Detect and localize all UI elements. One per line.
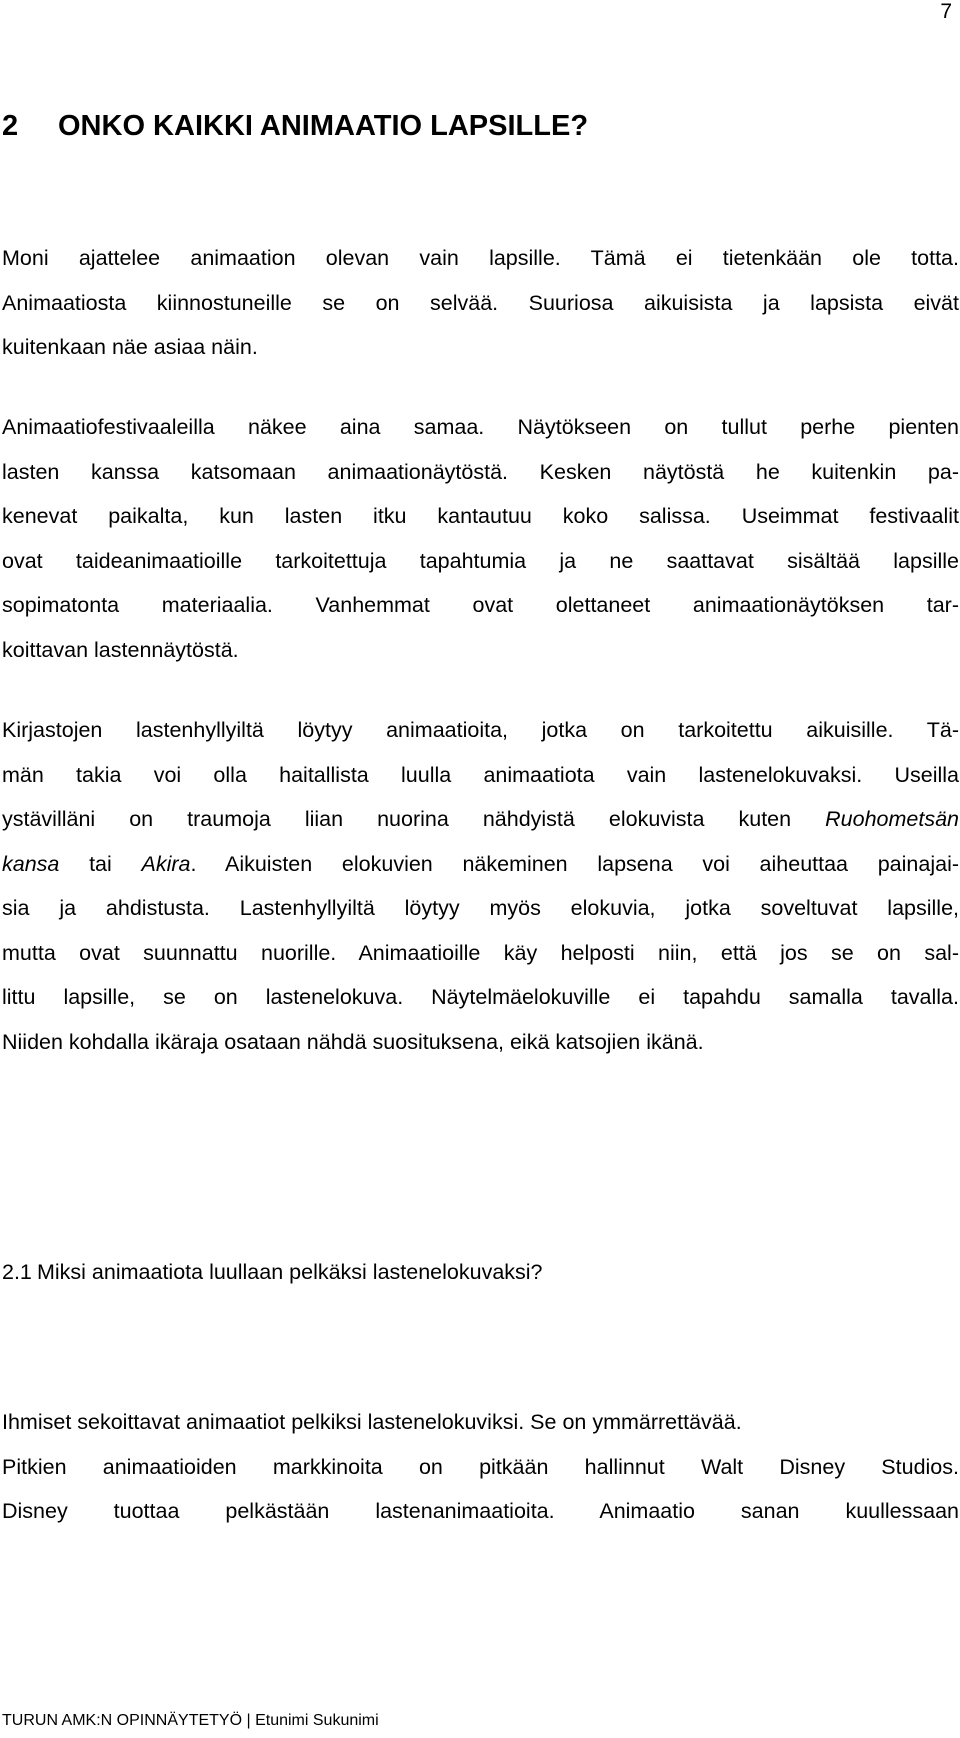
text-line: Ihmiset sekoittavat animaatiot pelkiksi lastenelokuviksi. Se on ymmärrettävää.: [2, 1410, 742, 1434]
paragraph-1: [2, 236, 959, 370]
paragraph-2: [2, 405, 959, 672]
text-line: [2, 842, 959, 887]
text-line: sopimatonta materiaalia. Vanhemmat ovat olettaneet animaationäytöksen tar-: [2, 593, 959, 617]
text-line: Pitkien animaatioiden markkinoita on pitkään hallinnut Walt Disney Studios.: [2, 1454, 959, 1479]
text-run: . Aikuisten elokuvien näkeminen lapsena voi aiheuttaa painajai-: [190, 851, 959, 876]
text-line: Kirjastojen lastenhyllyiltä löytyy animaatioita, jotka on tarkoitettu aikuisille. Tä-: [2, 718, 959, 742]
text-line: [2, 797, 959, 842]
text-line: sia ja ahdistusta. Lastenhyllyiltä löytyy myös elokuvia, jotka soveltuvat lapsille,: [2, 896, 959, 920]
text-line: Animaatiofestivaaleilla näkee aina samaa. Näytökseen on tullut perhe pienten: [2, 415, 959, 439]
text-line: ovat taideanimaatioille tarkoitettuja tapahtumia ja ne saattavat sisältää lapsille: [2, 548, 959, 573]
text-line: Disney tuottaa pelkästään lastenanimaatioita. Animaatio sanan kuullessaan: [2, 1499, 959, 1523]
film-title-kansa: kansa: [2, 851, 60, 876]
text-line: kuitenkaan näe asiaa näin.: [2, 335, 258, 359]
paragraph-4: [2, 1400, 959, 1534]
page-footer: TURUN AMK:N OPINNÄYTETYÖ | Etunimi Sukunimi: [2, 1712, 379, 1729]
film-title-akira: Akira: [141, 851, 191, 876]
chapter-heading: [2, 106, 588, 146]
chapter-number: 2: [2, 110, 19, 142]
text-line: kenevat paikalta, kun lasten itku kantautuu koko salissa. Useimmat festivaalit: [2, 504, 959, 528]
text-line: lasten kanssa katsomaan animaationäytöstä. Kesken näytöstä he kuitenkin pa-: [2, 459, 959, 484]
text-line: Animaatiosta kiinnostuneille se on selvää. Suuriosa aikuisista ja lapsista eivät: [2, 290, 959, 315]
film-title-ruohometsan: Ruohometsän: [825, 807, 959, 831]
text-line: Moni ajattelee animaation olevan vain lapsille. Tämä ei tietenkään ole totta.: [2, 246, 959, 270]
text-line: koittavan lastennäytöstä.: [2, 637, 239, 662]
chapter-title: ONKO KAIKKI ANIMAATIO LAPSILLE?: [58, 110, 589, 142]
page-number: 7: [940, 0, 952, 23]
text-line: littu lapsille, se on lastenelokuva. Näytelmäelokuville ei tapahdu samalla tavalla.: [2, 985, 959, 1009]
text-line: mutta ovat suunnattu nuorille. Animaatioille käy helposti niin, että jos se on sal-: [2, 940, 959, 965]
paragraph-3: [2, 708, 959, 1064]
text-line: Niiden kohdalla ikäraja osataan nähdä suosituksena, eikä katsojien ikänä.: [2, 1029, 704, 1054]
section-title: Miksi animaatiota luullaan pelkäksi lastenelokuvaksi?: [37, 1260, 543, 1284]
text-run: ystävilläni on traumoja liian nuorina nähdyistä elokuvista kuten: [2, 807, 826, 831]
section-heading: [2, 1258, 543, 1286]
text-line: män takia voi olla haitallista luulla animaatiota vain lastenelokuvaksi. Useilla: [2, 762, 959, 787]
text-run: tai: [59, 851, 142, 876]
section-number: 2.1: [2, 1260, 32, 1284]
